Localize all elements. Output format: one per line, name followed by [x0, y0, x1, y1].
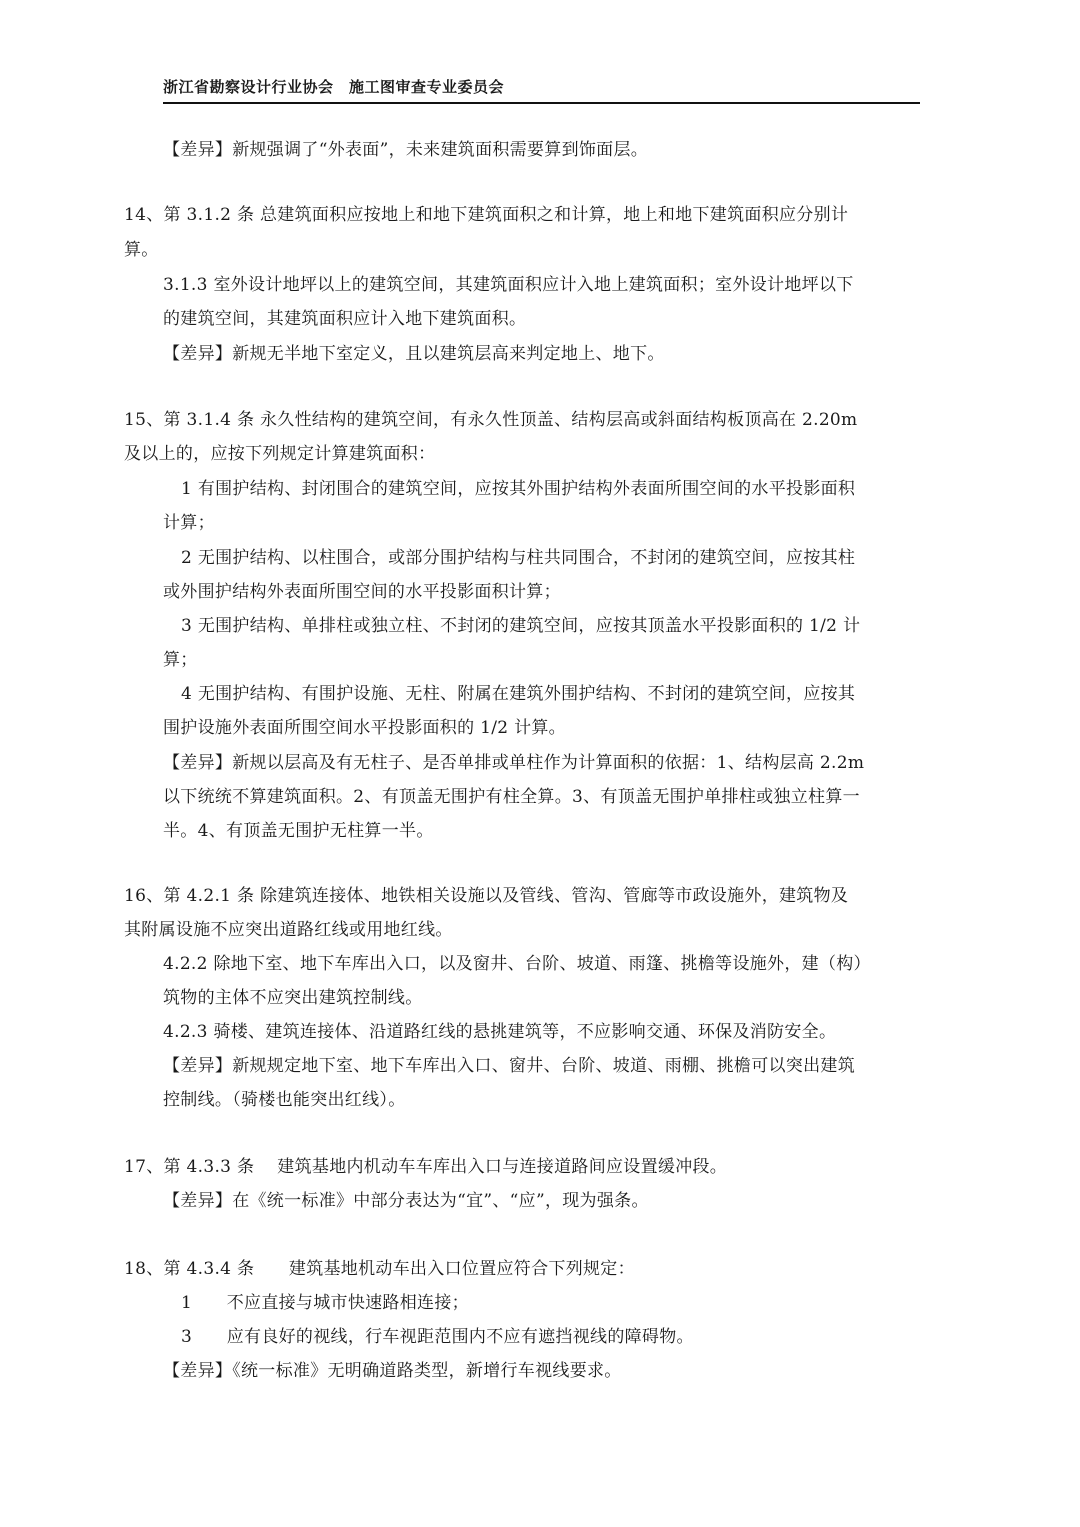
text-line: 4.2.2 除地下室、地下车库出入口，以及窗井、台阶、坡道、雨篷、挑檐等设施外，建（构） [163, 954, 871, 974]
text-line: 2 无围护结构、以柱围合，或部分围护结构与柱共同围合，不封闭的建筑空间，应按其柱 [181, 548, 856, 568]
text-line: 4 无围护结构、有围护设施、无柱、附属在建筑外围护结构、不封闭的建筑空间，应按其 [181, 684, 856, 704]
text-line: 1 不应直接与城市快速路相连接； [181, 1293, 469, 1313]
text-line: 3 应有良好的视线，行车视距范围内不应有遮挡视线的障碍物。 [181, 1327, 694, 1347]
text-line: 半。4、有顶盖无围护无柱算一半。 [163, 821, 434, 841]
text-line: 18、第 4.3.4 条 建筑基地机动车出入口位置应符合下列规定： [124, 1259, 635, 1279]
text-line: 及以上的，应按下列规定计算建筑面积： [124, 444, 436, 464]
text-line: 控制线。（骑楼也能突出红线）。 [163, 1090, 406, 1110]
text-line: 其附属设施不应突出道路红线或用地红线。 [124, 920, 453, 940]
text-line: 15、第 3.1.4 条 永久性结构的建筑空间，有永久性顶盖、结构层高或斜面结构板顶高在 2.20m [124, 410, 858, 430]
text-line: 【差异】新规强调了“外表面”，未来建筑面积需要算到饰面层。 [163, 140, 649, 160]
text-line: 【差异】《统一标准》无明确道路类型，新增行车视线要求。 [163, 1361, 622, 1381]
text-line: 14、第 3.1.2 条 总建筑面积应按地上和地下建筑面积之和计算，地上和地下建筑面积应分别计 [124, 205, 849, 225]
text-line: 3.1.3 室外设计地坪以上的建筑空间，其建筑面积应计入地上建筑面积；室外设计地坪以下 [163, 275, 854, 295]
text-line: 筑物的主体不应突出建筑控制线。 [163, 988, 423, 1008]
text-line: 【差异】新规规定地下室、地下车库出入口、窗井、台阶、坡道、雨棚、挑檐可以突出建筑 [163, 1056, 855, 1076]
text-line: 4.2.3 骑楼、建筑连接体、沿道路红线的悬挑建筑等，不应影响交通、环保及消防安全。 [163, 1022, 837, 1042]
page-header [163, 76, 920, 104]
text-line: 1 有围护结构、封闭围合的建筑空间，应按其外围护结构外表面所围空间的水平投影面积 [181, 479, 856, 499]
text-line: 17、第 4.3.3 条 建筑基地内机动车车库出入口与连接道路间应设置缓冲段。 [124, 1157, 728, 1177]
text-line: 【差异】新规以层高及有无柱子、是否单排或单柱作为计算面积的依据：1、结构层高 2.2m [163, 753, 865, 773]
text-line: 计算； [163, 513, 215, 533]
text-line: 的建筑空间，其建筑面积应计入地下建筑面积。 [163, 309, 527, 329]
text-line: 或外围护结构外表面所围空间的水平投影面积计算； [163, 582, 561, 602]
text-line: 【差异】新规无半地下室定义，且以建筑层高来判定地上、地下。 [163, 344, 665, 364]
text-line: 算； [163, 650, 198, 670]
text-line: 围护设施外表面所围空间水平投影面积的 1/2 计算。 [163, 718, 566, 738]
text-line: 算。 [124, 240, 159, 260]
text-line: 以下统统不算建筑面积。2、有顶盖无围护有柱全算。3、有顶盖无围护单排柱或独立柱算一 [163, 787, 860, 807]
header-title: 浙江省勘察设计行业协会 施工图审查专业委员会 [163, 78, 505, 96]
text-line: 【差异】在《统一标准》中部分表达为“宜”、“应”，现为强条。 [163, 1191, 649, 1211]
text-line: 3 无围护结构、单排柱或独立柱、不封闭的建筑空间，应按其顶盖水平投影面积的 1/2 计 [181, 616, 861, 636]
text-line: 16、第 4.2.1 条 除建筑连接体、地铁相关设施以及管线、管沟、管廊等市政设施外，建筑物及 [124, 886, 849, 906]
